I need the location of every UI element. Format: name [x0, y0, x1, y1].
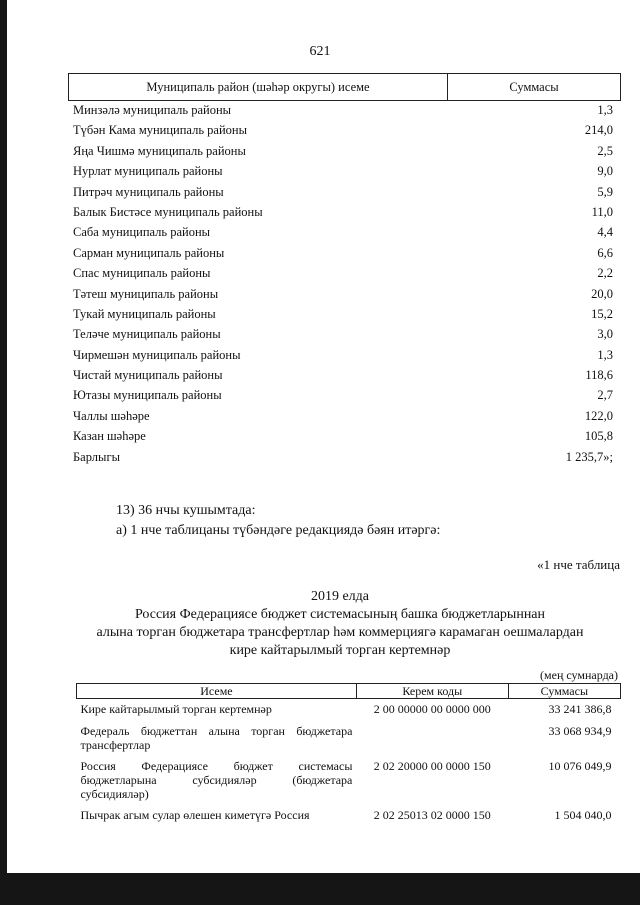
table1-row: [73, 346, 621, 366]
table2-cell-amount: 33 241 386,8: [548, 702, 612, 716]
table1-cell-amount: 122,0: [584, 408, 613, 423]
table1-cell-amount: 1 235,7»;: [565, 449, 613, 464]
table1-cell-amount: 2,7: [597, 388, 613, 403]
table1-cell-name: Ютазы муниципаль районы: [73, 388, 222, 403]
table2-header-code: Керем коды: [356, 684, 508, 699]
table2-cell-name: Федераль бюджеттан алына торган бюджетара трансфертлар: [80, 724, 353, 752]
table2-row: [77, 805, 621, 827]
table1-cell-name: Түбән Кама муниципаль районы: [73, 123, 247, 138]
table1-cell-amount: 11,0: [591, 204, 613, 219]
table1-cell-name: Нурлат муниципаль районы: [73, 164, 223, 179]
title-year: 2019 елда: [310, 589, 370, 604]
table1-row: [73, 305, 621, 325]
table1-cell-name: Чистай муниципаль районы: [73, 368, 223, 383]
table1-row: [73, 203, 621, 223]
table1-cell-name: Яңа Чишмә муниципаль районы: [73, 143, 246, 158]
title-line-2: Россия Федерациясе бюджет системасының башка бюджетларыннан: [134, 607, 546, 622]
table2-cell-amount: 1 504 040,0: [554, 808, 612, 822]
table2-row: [77, 699, 621, 722]
table2-cell-code: 2 02 20000 00 0000 150: [373, 759, 491, 773]
table1-row: [73, 448, 621, 468]
table1-row: [73, 121, 621, 141]
table1-row: [73, 223, 621, 243]
table1-row: [73, 264, 621, 284]
table1-cell-name: Тәтеш муниципаль районы: [73, 286, 219, 301]
table1-cell-amount: 1,3: [597, 103, 613, 117]
table1-body: [73, 101, 621, 468]
table1-row: [73, 101, 621, 121]
table1-row: [73, 325, 621, 345]
page-number: 621: [309, 44, 331, 59]
table1-row: [73, 366, 621, 386]
table1-cell-name: Чаллы шәһәре: [73, 408, 150, 423]
table2-cell-code: 2 02 25013 02 0000 150: [373, 808, 491, 822]
table1-cell-amount: 9,0: [597, 164, 613, 179]
table2-cell-name: Россия Федерациясе бюджет системасы бюджетларына субсидияләр (бюджетара субсидияләр): [80, 759, 353, 801]
table1-cell-amount: 2,5: [597, 143, 613, 158]
table2-row: [77, 756, 621, 805]
table1-cell-amount: 4,4: [597, 225, 613, 240]
table1-cell-amount: 3,0: [597, 327, 613, 342]
scan-left-border: [0, 0, 7, 905]
table1-cell-name: Барлыгы: [73, 449, 120, 464]
table1-header: [68, 73, 621, 101]
table1-row: [73, 183, 621, 203]
table2: [76, 683, 621, 827]
table2-cell-amount: 10 076 049,9: [548, 759, 612, 773]
table1-cell-amount: 20,0: [591, 286, 613, 301]
table1-row: [73, 386, 621, 406]
table2-cell-code: [356, 721, 508, 756]
table1-cell-amount: 15,2: [591, 306, 613, 321]
table1-cell-name: Балык Бистәсе муниципаль районы: [73, 204, 263, 219]
table2-cell-name: Пычрак агым сулар өлешен киметүгә Россия: [80, 808, 310, 822]
table1-row: [73, 407, 621, 427]
table1-cell-amount: 2,2: [597, 266, 613, 281]
table2-header-row: [77, 684, 621, 699]
table2-cell-amount: 33 068 934,9: [548, 724, 612, 738]
table1-header-amount: Суммасы: [509, 80, 559, 94]
table1-row: [73, 244, 621, 264]
title-line-4: кире кайтарылмый торган кертемнәр: [229, 643, 451, 658]
scan-bottom-border: [0, 873, 640, 905]
table1-cell-amount: 214,0: [584, 123, 613, 138]
table2-header-name: Исеме: [77, 684, 357, 699]
table1-cell-name: Спас муниципаль районы: [73, 266, 211, 281]
table-label: «1 нче таблица: [537, 557, 620, 572]
units-note: (мең сумнарда): [540, 668, 618, 682]
table1-cell-name: Минзәлә муниципаль районы: [73, 103, 232, 117]
table1-header-name: Муниципаль район (шәһәр округы) исеме: [69, 74, 448, 100]
instruction-line-1: 13) 36 нчы кушымтада:: [116, 503, 256, 518]
title-line-3: алына торган бюджетара трансфертлар һәм коммерциягә карамаган оешмалардан: [96, 625, 584, 640]
table2-cell-code: 2 00 00000 00 0000 000: [373, 702, 491, 716]
table1-cell-amount: 1,3: [597, 347, 613, 362]
table1-cell-amount: 118,6: [585, 368, 613, 383]
table1-cell-name: Саба муниципаль районы: [73, 225, 211, 240]
table2-header-amount: Суммасы: [508, 684, 620, 699]
table1-cell-name: Тукай муниципаль районы: [73, 306, 216, 321]
instruction-line-2: а) 1 нче таблицаны түбәндәге редакциядә бәян итәргә:: [116, 523, 441, 538]
table1-cell-name: Питрәч муниципаль районы: [73, 184, 224, 199]
table1-cell-name: Чирмешән муниципаль районы: [73, 347, 241, 362]
table2-row: [77, 721, 621, 756]
table1-cell-name: Казан шәһәре: [73, 429, 146, 444]
table1-cell-amount: 5,9: [597, 184, 613, 199]
table1-cell-amount: 6,6: [597, 245, 613, 260]
table1-row: [73, 285, 621, 305]
table1-row: [73, 142, 621, 162]
table1-cell-name: Теләче муниципаль районы: [73, 327, 221, 342]
table1-row: [73, 162, 621, 182]
table1-cell-name: Сарман муниципаль районы: [73, 245, 225, 260]
table1-cell-amount: 105,8: [584, 429, 613, 444]
table1-row: [73, 427, 621, 447]
table2-cell-name: Кире кайтарылмый торган кертемнәр: [80, 702, 272, 716]
